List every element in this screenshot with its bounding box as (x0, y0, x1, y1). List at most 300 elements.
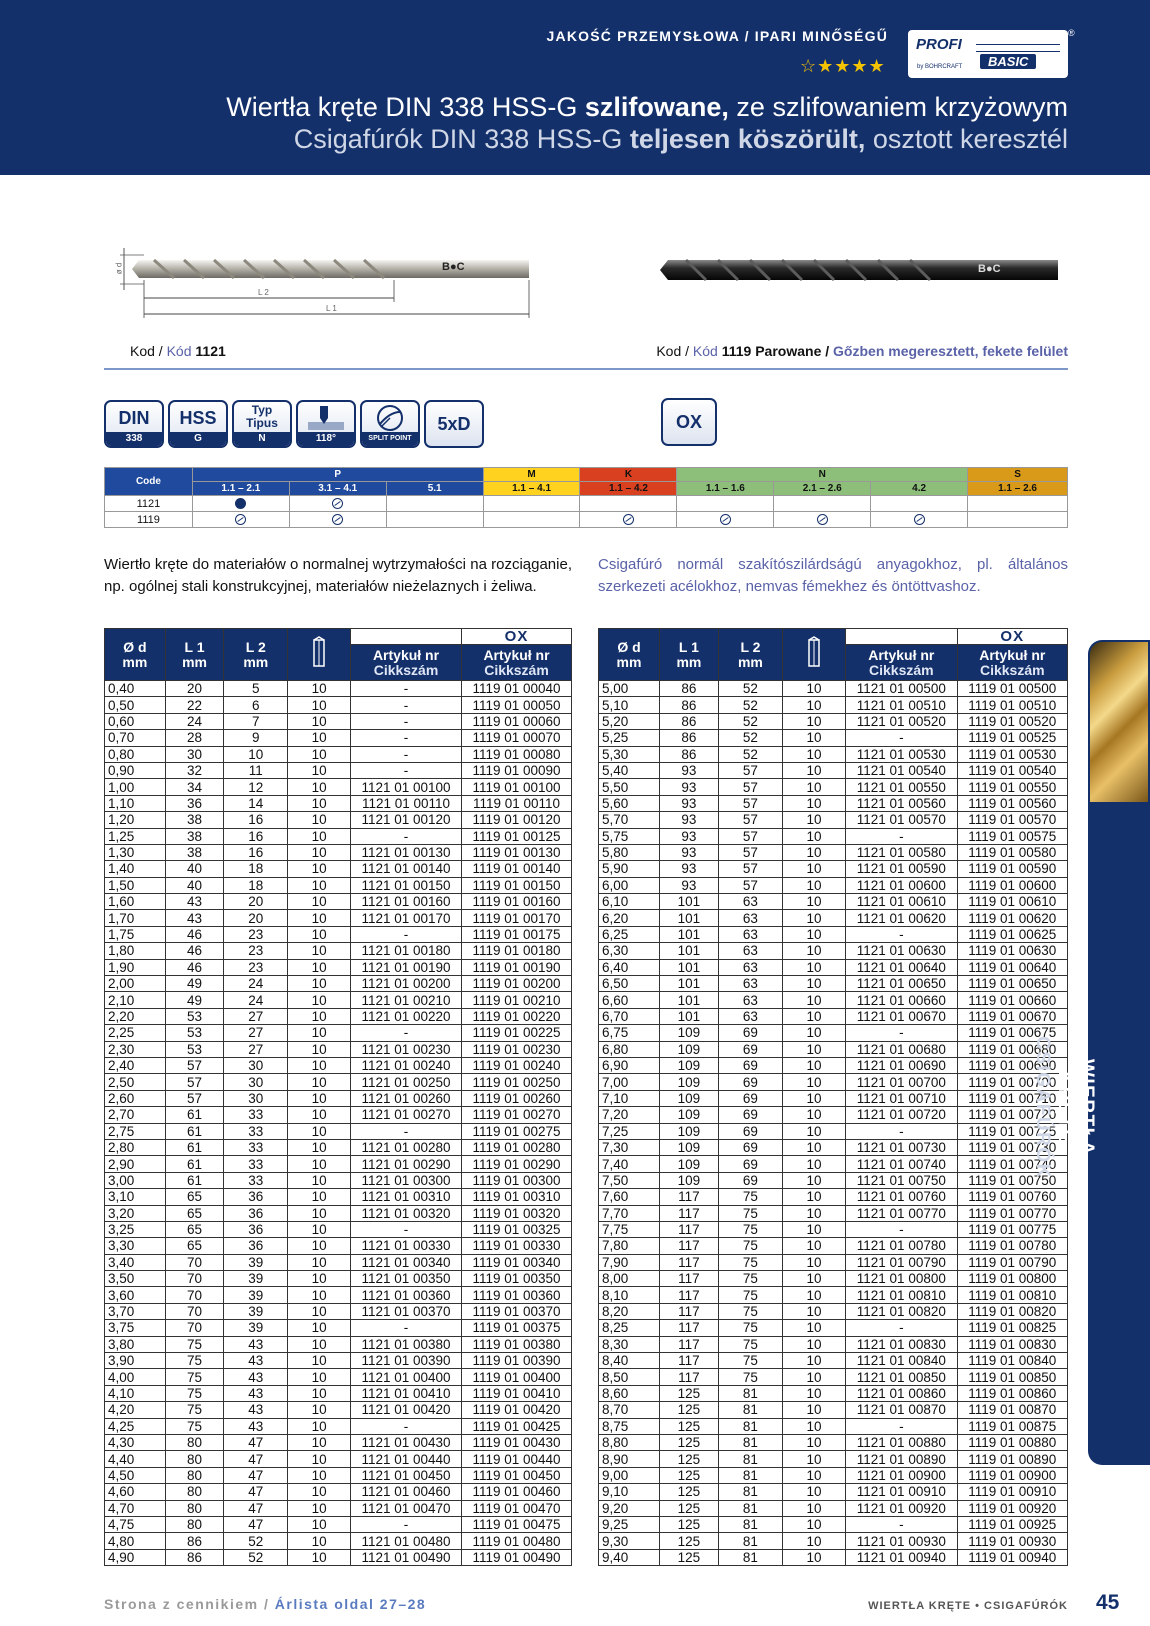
cell-pack-qty: 10 (288, 1008, 351, 1024)
cell-pack-qty: 10 (783, 1205, 846, 1221)
cell-l1: 20 (165, 681, 224, 697)
cell-article-ox: 1119 01 00730 (957, 1139, 1067, 1155)
cell-l2: 47 (224, 1467, 288, 1483)
cell-l2: 33 (224, 1123, 288, 1139)
cell-diameter: 7,30 (599, 1139, 660, 1155)
side-label-pl: WIERTŁA KRĘTE (1054, 1058, 1097, 1157)
title-hungarian (294, 124, 1068, 155)
cell-article: 1121 01 00160 (351, 894, 462, 910)
cell-l2: 24 (224, 992, 288, 1008)
cell-diameter: 6,80 (599, 1041, 660, 1057)
dim-l2-label: L 2 (258, 288, 269, 297)
cell-pack-qty: 10 (783, 1271, 846, 1287)
cell-l2: 33 (224, 1139, 288, 1155)
cell-diameter: 3,25 (105, 1221, 166, 1237)
material-range: 5.1 (386, 482, 483, 496)
material-cell-empty (386, 496, 483, 512)
cell-diameter: 3,20 (105, 1205, 166, 1221)
cell-l2: 81 (718, 1418, 782, 1434)
star-rating: ☆★★★★ (800, 56, 886, 76)
cell-diameter: 3,10 (105, 1189, 166, 1205)
material-cell-empty (968, 512, 1068, 528)
cell-article-ox: 1119 01 00050 (462, 697, 572, 713)
cell-article: - (846, 730, 957, 746)
cell-article: - (351, 762, 462, 778)
cell-l2: 57 (718, 779, 782, 795)
cell-diameter: 1,60 (105, 894, 166, 910)
cell-diameter: 0,50 (105, 697, 166, 713)
table-row (105, 877, 572, 893)
table-row (105, 1500, 572, 1516)
cell-article: 1121 01 00230 (351, 1041, 462, 1057)
cell-pack-qty: 10 (783, 1189, 846, 1205)
cell-l2: 33 (224, 1107, 288, 1123)
col-header-blank (351, 629, 462, 645)
cell-article: - (351, 713, 462, 729)
table-row (599, 943, 1068, 959)
cell-l1: 101 (659, 926, 718, 942)
cell-l2: 52 (718, 730, 782, 746)
icon-type-bottom: N (234, 432, 290, 446)
product-table-right (598, 628, 1068, 1566)
cell-l2: 75 (718, 1287, 782, 1303)
table-row (599, 844, 1068, 860)
cell-article: - (846, 1516, 957, 1532)
cell-article: 1121 01 00390 (351, 1353, 462, 1369)
table-row (599, 894, 1068, 910)
material-group-k: K (580, 468, 677, 482)
cell-article-ox: 1119 01 00590 (957, 861, 1067, 877)
cell-l2: 43 (224, 1336, 288, 1352)
cell-pack-qty: 10 (783, 762, 846, 778)
table-row (599, 1287, 1068, 1303)
cell-diameter: 4,50 (105, 1467, 166, 1483)
cell-pack-qty: 10 (288, 844, 351, 860)
cell-article: 1121 01 00120 (351, 812, 462, 828)
depth-5xd-icon (424, 400, 484, 448)
cell-article: 1121 01 00520 (846, 713, 957, 729)
table-row (599, 1418, 1068, 1434)
cell-diameter: 9,40 (599, 1549, 660, 1565)
cell-pack-qty: 10 (783, 1353, 846, 1369)
cell-pack-qty: 10 (783, 976, 846, 992)
table-row (599, 1156, 1068, 1172)
cell-article: - (351, 1025, 462, 1041)
cell-article-ox: 1119 01 00310 (462, 1189, 572, 1205)
cell-diameter: 2,30 (105, 1041, 166, 1057)
cell-pack-qty: 10 (783, 1500, 846, 1516)
icon-type-top: Typ Tipus (246, 403, 278, 430)
cell-l2: 81 (718, 1451, 782, 1467)
material-code-header: Code (105, 468, 193, 496)
cell-diameter: 8,25 (599, 1320, 660, 1336)
cell-diameter: 0,40 (105, 681, 166, 697)
cell-l1: 125 (659, 1467, 718, 1483)
cell-pack-qty: 10 (783, 713, 846, 729)
cell-l1: 117 (659, 1303, 718, 1319)
cell-article: - (351, 697, 462, 713)
cell-article-ox: 1119 01 00090 (462, 762, 572, 778)
cell-article-ox: 1119 01 00620 (957, 910, 1067, 926)
cell-article-ox: 1119 01 00040 (462, 681, 572, 697)
cell-article: 1121 01 00640 (846, 959, 957, 975)
icon-din-bottom: 338 (106, 432, 162, 446)
cell-l1: 109 (659, 1139, 718, 1155)
cell-article: 1121 01 00900 (846, 1467, 957, 1483)
table-row (105, 762, 572, 778)
split-point-suitability-icon (580, 512, 677, 528)
cell-l1: 80 (165, 1484, 224, 1500)
cell-article: 1121 01 00620 (846, 910, 957, 926)
cell-l2: 24 (224, 976, 288, 992)
cell-pack-qty: 10 (288, 1287, 351, 1303)
material-row (105, 512, 1068, 528)
cell-article-ox: 1119 01 00330 (462, 1238, 572, 1254)
col-header-l1: L 1 mm (659, 629, 718, 681)
cell-diameter: 7,90 (599, 1254, 660, 1270)
table-row (105, 1238, 572, 1254)
cell-article: 1121 01 00790 (846, 1254, 957, 1270)
cell-l1: 109 (659, 1025, 718, 1041)
cell-pack-qty: 10 (288, 697, 351, 713)
cell-article-ox: 1119 01 00940 (957, 1549, 1067, 1565)
cell-l2: 47 (224, 1500, 288, 1516)
cell-l2: 18 (224, 861, 288, 877)
cell-l1: 101 (659, 976, 718, 992)
table-row (599, 1189, 1068, 1205)
cell-l2: 81 (718, 1402, 782, 1418)
cell-pack-qty: 10 (783, 959, 846, 975)
cell-diameter: 3,90 (105, 1353, 166, 1369)
cell-diameter: 5,00 (599, 681, 660, 697)
cell-l1: 75 (165, 1353, 224, 1369)
cell-pack-qty: 10 (783, 1156, 846, 1172)
drill-tip-icon (298, 402, 354, 434)
cell-article-ox: 1119 01 00230 (462, 1041, 572, 1057)
cell-article-ox: 1119 01 00680 (957, 1041, 1067, 1057)
cell-l1: 101 (659, 894, 718, 910)
cell-l1: 109 (659, 1074, 718, 1090)
cell-article: 1121 01 00450 (351, 1467, 462, 1483)
cell-l1: 125 (659, 1533, 718, 1549)
cell-article-ox: 1119 01 00710 (957, 1090, 1067, 1106)
table-row (105, 1254, 572, 1270)
cell-pack-qty: 10 (783, 943, 846, 959)
cell-l1: 46 (165, 943, 224, 959)
cell-article-ox: 1119 01 00370 (462, 1303, 572, 1319)
cell-pack-qty: 10 (783, 1172, 846, 1188)
cell-l1: 80 (165, 1434, 224, 1450)
cell-diameter: 5,30 (599, 746, 660, 762)
cell-diameter: 1,40 (105, 861, 166, 877)
cell-article: 1121 01 00890 (846, 1451, 957, 1467)
cell-l2: 23 (224, 943, 288, 959)
code-l-num: 1121 (195, 343, 226, 359)
table-row (105, 779, 572, 795)
cell-pack-qty: 10 (783, 1287, 846, 1303)
cell-article: 1121 01 00130 (351, 844, 462, 860)
cell-diameter: 8,50 (599, 1369, 660, 1385)
cell-l2: 52 (718, 681, 782, 697)
table-row (599, 713, 1068, 729)
cell-diameter: 8,30 (599, 1336, 660, 1352)
cell-article: 1121 01 00720 (846, 1107, 957, 1123)
cell-pack-qty: 10 (783, 1041, 846, 1057)
material-range: 1.1 – 4.1 (483, 482, 580, 496)
col-header-ox: OX (462, 629, 572, 645)
cell-l2: 81 (718, 1500, 782, 1516)
cell-diameter: 6,25 (599, 926, 660, 942)
side-drill-photo (1090, 642, 1148, 802)
table-row (105, 1205, 572, 1221)
table-row (599, 976, 1068, 992)
cell-l1: 61 (165, 1172, 224, 1188)
cell-l2: 43 (224, 1353, 288, 1369)
cell-article: 1121 01 00670 (846, 1008, 957, 1024)
cell-article: 1121 01 00860 (846, 1385, 957, 1401)
cell-diameter: 4,10 (105, 1385, 166, 1401)
table-row (105, 910, 572, 926)
table-row (599, 697, 1068, 713)
point-angle-icon (296, 400, 356, 448)
cell-article: 1121 01 00610 (846, 894, 957, 910)
cell-l1: 75 (165, 1369, 224, 1385)
cell-diameter: 6,50 (599, 976, 660, 992)
cell-article: 1121 01 00750 (846, 1172, 957, 1188)
cell-article-ox: 1119 01 00520 (957, 713, 1067, 729)
cell-article-ox: 1119 01 00175 (462, 926, 572, 942)
col-header-article: Artykuł nr Cikkszám (351, 645, 462, 681)
cell-article-ox: 1119 01 00425 (462, 1418, 572, 1434)
cell-article: 1121 01 00930 (846, 1533, 957, 1549)
cell-diameter: 8,80 (599, 1434, 660, 1450)
cell-l2: 75 (718, 1238, 782, 1254)
cell-article-ox: 1119 01 00240 (462, 1057, 572, 1073)
icon-split-bottom: SPLIT POINT (362, 432, 418, 446)
code-l-hu: Kód (166, 343, 192, 359)
table-row (105, 1057, 572, 1073)
cell-l1: 32 (165, 762, 224, 778)
cell-l1: 93 (659, 861, 718, 877)
cell-article-ox: 1119 01 00260 (462, 1090, 572, 1106)
cell-diameter: 5,60 (599, 795, 660, 811)
cell-article: 1121 01 00420 (351, 1402, 462, 1418)
table-row (599, 1238, 1068, 1254)
cell-diameter: 6,75 (599, 1025, 660, 1041)
cell-l2: 10 (224, 746, 288, 762)
cell-article-ox: 1119 01 00740 (957, 1156, 1067, 1172)
table-row (105, 1353, 572, 1369)
code-1119-label (656, 343, 1068, 359)
material-cell-empty (580, 496, 677, 512)
code-r-sep: / (821, 343, 834, 359)
table-row (105, 926, 572, 942)
cell-diameter: 2,20 (105, 1008, 166, 1024)
cell-l1: 117 (659, 1271, 718, 1287)
cell-article-ox: 1119 01 00170 (462, 910, 572, 926)
table-row (105, 959, 572, 975)
table-row (599, 1107, 1068, 1123)
cell-pack-qty: 10 (783, 1074, 846, 1090)
split-point-suitability-icon (871, 512, 968, 528)
cell-pack-qty: 10 (288, 1238, 351, 1254)
cell-l2: 39 (224, 1254, 288, 1270)
cell-l1: 80 (165, 1516, 224, 1532)
cell-l2: 63 (718, 1008, 782, 1024)
cell-diameter: 1,30 (105, 844, 166, 860)
split-point-suitability-icon (289, 512, 386, 528)
table-row (599, 1090, 1068, 1106)
table-row (105, 1484, 572, 1500)
cell-pack-qty: 10 (288, 1385, 351, 1401)
cell-article-ox: 1119 01 00750 (957, 1172, 1067, 1188)
cell-l1: 109 (659, 1090, 718, 1106)
table-row (599, 959, 1068, 975)
cell-l2: 63 (718, 943, 782, 959)
cell-l2: 18 (224, 877, 288, 893)
cell-diameter: 0,90 (105, 762, 166, 778)
logo-basic-text: BASIC (980, 54, 1036, 69)
section-divider (104, 368, 1068, 370)
cell-l2: 81 (718, 1533, 782, 1549)
cell-l2: 57 (718, 828, 782, 844)
cell-l2: 81 (718, 1516, 782, 1532)
cell-l1: 109 (659, 1057, 718, 1073)
title-pl-prefix: Wiertła kręte DIN 338 HSS-G (226, 92, 585, 122)
cell-pack-qty: 10 (288, 1090, 351, 1106)
table-row (105, 828, 572, 844)
cell-pack-qty: 10 (783, 992, 846, 1008)
icon-din-top: DIN (118, 408, 150, 428)
table-row (105, 1402, 572, 1418)
cell-pack-qty: 10 (783, 1107, 846, 1123)
cell-article-ox: 1119 01 00320 (462, 1205, 572, 1221)
split-point-suitability-icon (677, 512, 774, 528)
cell-diameter: 7,75 (599, 1221, 660, 1237)
cell-diameter: 7,40 (599, 1156, 660, 1172)
cell-pack-qty: 10 (783, 861, 846, 877)
cell-l2: 75 (718, 1254, 782, 1270)
table-row (599, 1467, 1068, 1483)
cell-l1: 46 (165, 959, 224, 975)
cell-l2: 75 (718, 1271, 782, 1287)
cell-pack-qty: 10 (288, 861, 351, 877)
table-row (105, 1123, 572, 1139)
cell-diameter: 1,90 (105, 959, 166, 975)
cell-l2: 63 (718, 894, 782, 910)
cell-diameter: 5,40 (599, 762, 660, 778)
cell-l1: 93 (659, 844, 718, 860)
cell-pack-qty: 10 (288, 1057, 351, 1073)
cell-article: 1121 01 00760 (846, 1189, 957, 1205)
table-row (105, 746, 572, 762)
cell-l1: 125 (659, 1434, 718, 1450)
code-r-num: 1119 Parowane (721, 343, 822, 359)
cell-diameter: 7,20 (599, 1107, 660, 1123)
cell-l2: 27 (224, 1008, 288, 1024)
cell-article: - (351, 1123, 462, 1139)
cell-l1: 61 (165, 1123, 224, 1139)
cell-article-ox: 1119 01 00160 (462, 894, 572, 910)
cell-pack-qty: 10 (288, 795, 351, 811)
cell-l2: 36 (224, 1238, 288, 1254)
table-row (105, 1320, 572, 1336)
table-row (599, 1271, 1068, 1287)
icon-angle-bottom: 118° (298, 432, 354, 446)
cell-l2: 52 (224, 1533, 288, 1549)
cell-l1: 101 (659, 943, 718, 959)
cell-article: 1121 01 00110 (351, 795, 462, 811)
material-cell-empty (871, 496, 968, 512)
cell-article: 1121 01 00240 (351, 1057, 462, 1073)
cell-article: 1121 01 00530 (846, 746, 957, 762)
cell-article: 1121 01 00320 (351, 1205, 462, 1221)
table-row (105, 681, 572, 697)
cell-article-ox: 1119 01 00100 (462, 779, 572, 795)
cell-pack-qty: 10 (288, 1271, 351, 1287)
cell-pack-qty: 10 (288, 1402, 351, 1418)
cell-article: 1121 01 00560 (846, 795, 957, 811)
material-code: 1119 (105, 512, 193, 528)
dim-d-label: ø d (114, 262, 124, 275)
cell-l2: 30 (224, 1057, 288, 1073)
cell-diameter: 1,50 (105, 877, 166, 893)
cell-l2: 81 (718, 1484, 782, 1500)
cell-article-ox: 1119 01 00410 (462, 1385, 572, 1401)
cell-l2: 47 (224, 1516, 288, 1532)
cell-l1: 24 (165, 713, 224, 729)
cell-pack-qty: 10 (783, 1221, 846, 1237)
cell-article-ox: 1119 01 00420 (462, 1402, 572, 1418)
icon-hss-bottom: G (170, 432, 226, 446)
cell-l1: 70 (165, 1287, 224, 1303)
cell-article: 1121 01 00680 (846, 1041, 957, 1057)
cell-l2: 81 (718, 1467, 782, 1483)
cell-diameter: 1,80 (105, 943, 166, 959)
cell-pack-qty: 10 (783, 779, 846, 795)
cell-diameter: 7,80 (599, 1238, 660, 1254)
cell-pack-qty: 10 (288, 1484, 351, 1500)
cell-article-ox: 1119 01 00560 (957, 795, 1067, 811)
cell-l1: 93 (659, 812, 718, 828)
cell-article: 1121 01 00410 (351, 1385, 462, 1401)
cell-article: 1121 01 00150 (351, 877, 462, 893)
drill-1119-image (656, 252, 1066, 292)
cell-l1: 101 (659, 910, 718, 926)
cell-l1: 40 (165, 861, 224, 877)
cell-diameter: 4,80 (105, 1533, 166, 1549)
material-range: 2.1 – 2.6 (774, 482, 871, 496)
table-row (599, 1385, 1068, 1401)
cell-pack-qty: 10 (783, 746, 846, 762)
cell-l1: 38 (165, 844, 224, 860)
cell-l2: 20 (224, 910, 288, 926)
split-point-icon (360, 400, 420, 448)
material-cell-empty (968, 496, 1068, 512)
cell-pack-qty: 10 (783, 1484, 846, 1500)
cell-l1: 86 (659, 697, 718, 713)
cell-l1: 80 (165, 1451, 224, 1467)
cell-article-ox: 1119 01 00820 (957, 1303, 1067, 1319)
cell-article: 1121 01 00350 (351, 1271, 462, 1287)
cell-article-ox: 1119 01 00810 (957, 1287, 1067, 1303)
cell-l2: 57 (718, 795, 782, 811)
cell-pack-qty: 10 (783, 1025, 846, 1041)
cell-l2: 75 (718, 1320, 782, 1336)
cell-l1: 53 (165, 1008, 224, 1024)
cell-diameter: 7,70 (599, 1205, 660, 1221)
cell-l1: 125 (659, 1418, 718, 1434)
